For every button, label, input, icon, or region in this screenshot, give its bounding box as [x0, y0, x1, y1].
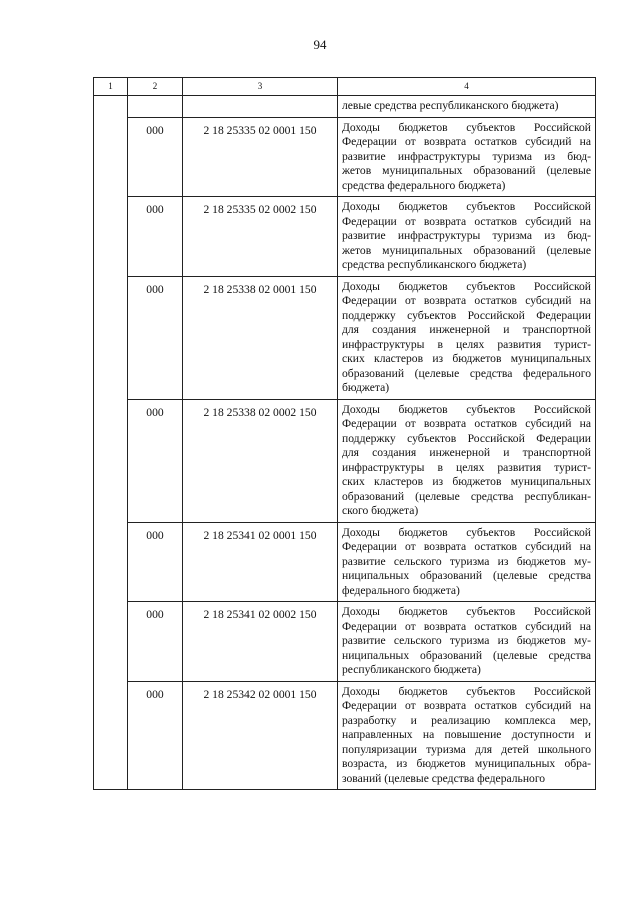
header-cell: 4: [338, 78, 596, 96]
row-classification-code: 2 18 25338 02 0001 150: [183, 276, 338, 399]
description-line: Федерации от возврата остатков субсидий на: [342, 294, 591, 307]
row-description: [338, 276, 596, 399]
description-line: разработку и реализацию комплекса мер,: [342, 713, 591, 727]
row-description: [338, 681, 596, 790]
description-line: бюджета): [342, 381, 390, 394]
description-line: федерального бюджета): [342, 583, 460, 597]
description-line: инфраструктуры в целях развития турист-: [342, 460, 591, 474]
continuation-text: левые средства республиканского бюджета): [338, 96, 596, 118]
description-line: ниципальных образований (целевые средства: [342, 569, 591, 582]
description-line: возраста, из бюджетов муниципальных обра-: [342, 757, 591, 770]
row-description: [338, 602, 596, 682]
description-line: Федерации от возврата остатков субсидий на: [342, 540, 591, 553]
row-code: 000: [128, 399, 183, 522]
description-line: для создания инженерной и транспортной: [342, 446, 591, 459]
description-line: Доходы бюджетов субъектов Российской: [342, 684, 591, 698]
table-row: [94, 399, 596, 522]
page-number: 94: [313, 37, 327, 52]
description-line: Доходы бюджетов субъектов Российской: [342, 525, 591, 539]
description-line: Федерации от возврата остатков субсидий на: [342, 417, 591, 430]
description-line: Федерации от возврата остатков субсидий на: [342, 699, 591, 712]
description-line: развитие сельского туризма из бюджетов му-: [342, 634, 591, 647]
row-classification-code: 2 18 25341 02 0001 150: [183, 522, 338, 602]
table-row: [94, 276, 596, 399]
row-code: 000: [128, 197, 183, 277]
description-line: жетов муниципальных образований (целевые: [342, 243, 591, 257]
description-line: Доходы бюджетов субъектов Российской: [342, 605, 591, 618]
row-code: 000: [128, 522, 183, 602]
description-line: ского бюджета): [342, 504, 419, 517]
description-line: средства федерального бюджета): [342, 178, 506, 192]
description-line: Федерации от возврата остатков субсидий на: [342, 619, 591, 633]
description-line: Федерации от возврата остатков субсидий на: [342, 135, 591, 148]
row-code: 000: [128, 602, 183, 682]
description-line: поддержку субъектов Российской Федерации: [342, 431, 591, 445]
description-line: ниципальных образований (целевые средства: [342, 648, 591, 662]
description-line: направленных на повышение доступности и: [342, 728, 591, 741]
description-line: образований (целевые средства федерального: [342, 366, 591, 380]
table-row: [94, 197, 596, 277]
continuation-row: [94, 96, 596, 118]
row-description: [338, 399, 596, 522]
row-classification-code: 2 18 25338 02 0002 150: [183, 399, 338, 522]
row-description: [338, 117, 596, 197]
table-row: [94, 602, 596, 682]
table-row: [94, 117, 596, 197]
header-cell: 3: [183, 78, 338, 96]
description-line: ских кластеров из бюджетов муниципальных: [342, 352, 591, 365]
row-code: 000: [128, 276, 183, 399]
description-line: поддержку субъектов Российской Федерации: [342, 308, 591, 322]
description-line: ских кластеров из бюджетов муниципальных: [342, 475, 591, 488]
budget-classification-table: [93, 77, 596, 790]
description-line: Доходы бюджетов субъектов Российской: [342, 120, 591, 134]
row-description: [338, 197, 596, 277]
description-line: популяризации туризма для детей школьного: [342, 742, 591, 756]
empty-cell: [128, 96, 183, 118]
header-cell: 1: [94, 78, 128, 96]
table-row: [94, 522, 596, 602]
table-row: [94, 681, 596, 790]
header-cell: 2: [128, 78, 183, 96]
description-line: республиканского бюджета): [342, 663, 481, 676]
row-classification-code: 2 18 25342 02 0001 150: [183, 681, 338, 790]
description-line: жетов муниципальных образований (целевые: [342, 164, 591, 177]
description-line: инфраструктуры в целях развития турист-: [342, 337, 591, 351]
table-header-row: [94, 78, 596, 96]
row-classification-code: 2 18 25335 02 0001 150: [183, 117, 338, 197]
description-line: развитие инфраструктуры туризма из бюд-: [342, 149, 591, 163]
description-line: Доходы бюджетов субъектов Российской: [342, 402, 591, 416]
description-line: для создания инженерной и транспортной: [342, 323, 591, 336]
row-classification-code: 2 18 25341 02 0002 150: [183, 602, 338, 682]
row-description: [338, 522, 596, 602]
description-line: развитие сельского туризма из бюджетов му-: [342, 554, 591, 568]
description-line: развитие инфраструктуры туризма из бюд-: [342, 229, 591, 242]
empty-cell: [94, 96, 128, 790]
description-line: средства республиканского бюджета): [342, 258, 527, 271]
row-code: 000: [128, 117, 183, 197]
row-code: 000: [128, 681, 183, 790]
description-line: Федерации от возврата остатков субсидий на: [342, 214, 591, 228]
description-line: образований (целевые средства республикан-: [342, 489, 591, 503]
description-line: зований (целевые средства федерального: [342, 771, 546, 785]
empty-cell: [183, 96, 338, 118]
description-line: Доходы бюджетов субъектов Российской: [342, 200, 591, 213]
row-classification-code: 2 18 25335 02 0002 150: [183, 197, 338, 277]
description-line: Доходы бюджетов субъектов Российской: [342, 279, 591, 293]
